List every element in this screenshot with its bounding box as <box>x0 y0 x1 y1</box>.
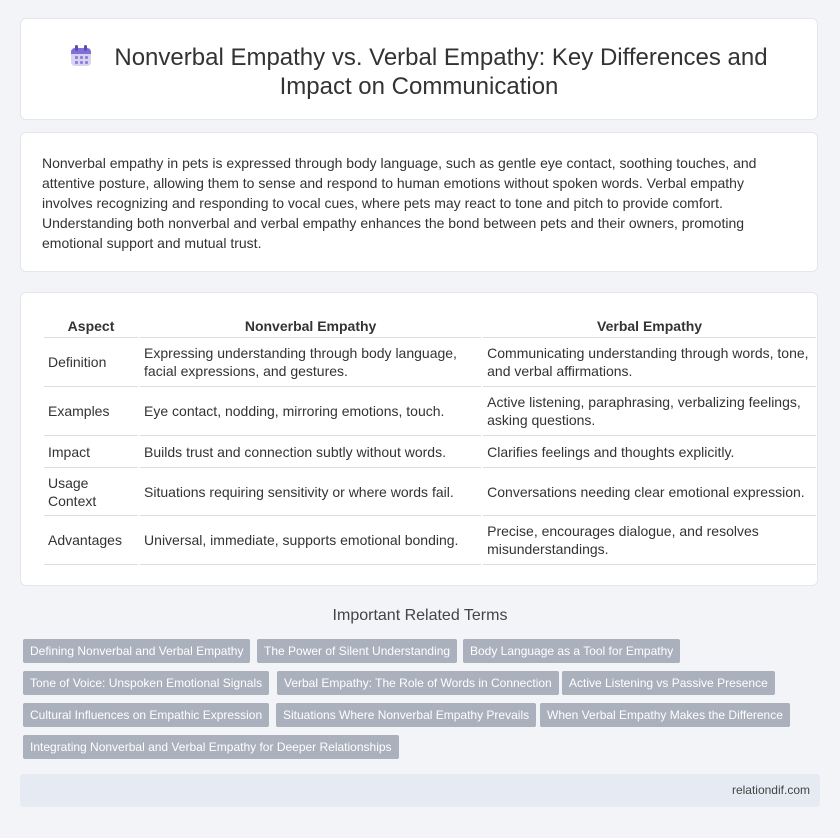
verbal-cell: Active listening, paraphrasing, verbalizing feelings, asking questions. <box>483 387 816 436</box>
header-card <box>20 18 818 120</box>
header-verbal: Verbal Empathy <box>483 315 816 338</box>
verbal-cell: Clarifies feelings and thoughts explicitly. <box>483 436 816 468</box>
related-term-tag[interactable]: Integrating Nonverbal and Verbal Empathy for Deeper Relationships <box>23 735 399 759</box>
table-row <box>44 516 816 565</box>
title-line-2: Impact on Communication <box>279 73 559 100</box>
calendar-icon <box>70 45 92 67</box>
related-term-tag[interactable]: Defining Nonverbal and Verbal Empathy <box>23 639 250 663</box>
title-line-1: Nonverbal Empathy vs. Verbal Empathy: Key Differences and <box>114 44 768 71</box>
verbal-cell: Communicating understanding through words, tone, and verbal affirmations. <box>483 338 816 387</box>
page-title <box>21 43 817 101</box>
intro-card <box>20 132 818 272</box>
nonverbal-cell: Builds trust and connection subtly without words. <box>140 436 481 468</box>
related-term-tag[interactable]: When Verbal Empathy Makes the Difference <box>540 703 790 727</box>
related-term-tag[interactable]: Cultural Influences on Empathic Expression <box>23 703 269 727</box>
related-term-tag[interactable]: Verbal Empathy: The Role of Words in Connection <box>277 671 559 695</box>
aspect-cell: Advantages <box>44 516 138 565</box>
footer-site-link[interactable]: relationdif.com <box>731 783 810 797</box>
intro-text: Nonverbal empathy in pets is expressed through body language, such as gentle eye contact, soothing touches, and attentive posture, allowing them to sense and respond to human emotions without spoken words. Verbal empathy involves recognizing and responding to vocal cues, where pets may react to tone and pitch to provide comfort. Understanding both nonverbal and verbal empathy enhances the bond between pets and their owners, promoting emotional support and mutual trust. <box>42 155 757 251</box>
related-term-tag[interactable]: Situations Where Nonverbal Empathy Prevails <box>276 703 536 727</box>
nonverbal-cell: Universal, immediate, supports emotional bonding. <box>140 516 481 565</box>
table-row <box>44 468 816 516</box>
table-header-row <box>44 315 816 338</box>
verbal-cell: Conversations needing clear emotional expression. <box>483 468 816 516</box>
related-term-tag[interactable]: Active Listening vs Passive Presence <box>562 671 775 695</box>
table-row <box>44 338 816 387</box>
header-aspect: Aspect <box>44 315 138 338</box>
related-term-tag[interactable]: Body Language as a Tool for Empathy <box>463 639 680 663</box>
related-term-tag[interactable]: The Power of Silent Understanding <box>257 639 457 663</box>
related-terms-title: Important Related Terms <box>332 607 508 624</box>
comparison-table <box>42 315 818 565</box>
nonverbal-cell: Eye contact, nodding, mirroring emotions, touch. <box>140 387 481 436</box>
verbal-cell: Precise, encourages dialogue, and resolves misunderstandings. <box>483 516 816 565</box>
header-nonverbal: Nonverbal Empathy <box>140 315 481 338</box>
aspect-cell: Impact <box>44 436 138 468</box>
table-row <box>44 387 816 436</box>
nonverbal-cell: Situations requiring sensitivity or where words fail. <box>140 468 481 516</box>
nonverbal-cell: Expressing understanding through body language, facial expressions, and gestures. <box>140 338 481 387</box>
aspect-cell: Usage Context <box>44 468 138 516</box>
related-term-tag[interactable]: Tone of Voice: Unspoken Emotional Signals <box>23 671 269 695</box>
aspect-cell: Definition <box>44 338 138 387</box>
footer <box>20 774 820 807</box>
table-row <box>44 436 816 468</box>
comparison-card <box>20 292 818 586</box>
aspect-cell: Examples <box>44 387 138 436</box>
